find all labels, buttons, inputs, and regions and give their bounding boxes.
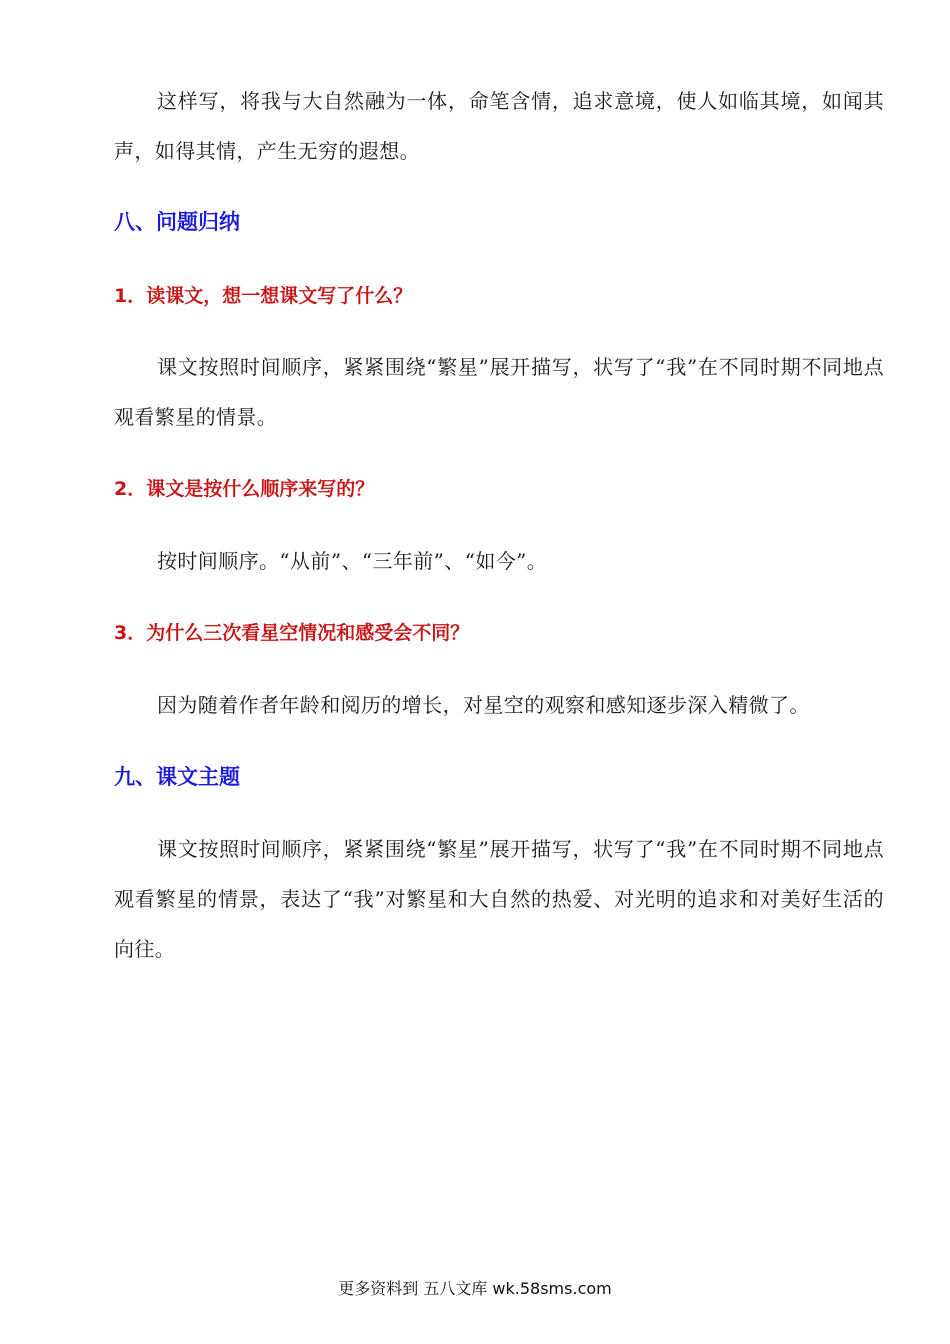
question-2: 2．课文是按什么顺序来写的？: [114, 478, 375, 500]
question-3: 3．为什么三次看星空情况和感受会不同？: [114, 622, 470, 644]
section-heading-problem-summary: 八、问题归纳: [114, 210, 240, 234]
footer-watermark-link[interactable]: 更多资料到 五八文库 wk.58sms.com: [338, 1279, 612, 1298]
intro-paragraph: 这样写，将我与大自然融为一体，命笔含情，追求意境，使人如临其境，如闻其声，如得其情，产生无穷的遐想。: [114, 89, 884, 163]
section-heading-theme: 九、课文主题: [114, 765, 240, 789]
question-1: 1．读课文，想一想课文写了什么？: [114, 285, 413, 307]
answer-2: 按时间顺序。“从前”、“三年前”、“如今”。: [157, 549, 548, 573]
theme-paragraph: 课文按照时间顺序，紧紧围绕“繁星”展开描写，状写了“我”在不同时期不同地点观看繁星的情景，表达了“我”对繁星和大自然的热爱、对光明的追求和对美好生活的向往。: [114, 837, 884, 961]
answer-1: 课文按照时间顺序，紧紧围绕“繁星”展开描写，状写了“我”在不同时期不同地点观看繁星的情景。: [114, 355, 884, 429]
answer-3: 因为随着作者年龄和阅历的增长，对星空的观察和感知逐步深入精微了。: [157, 693, 810, 717]
